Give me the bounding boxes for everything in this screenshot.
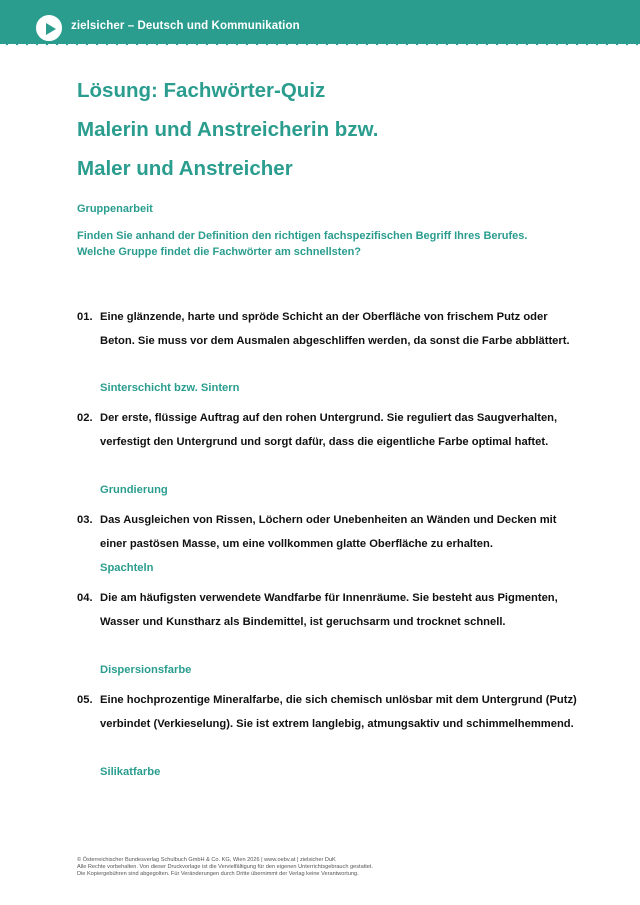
group-work-label: Gruppenarbeit: [77, 203, 153, 215]
answer-text: Spachteln: [100, 562, 154, 574]
answer-text: Sinterschicht bzw. Sintern: [100, 382, 240, 394]
instruction-line-1: Finden Sie anhand der Definition den richtigen fachspezifischen Begriff Ihres Berufes.: [77, 230, 528, 242]
question-number: 05.: [77, 694, 93, 706]
question-text: Der erste, flüssige Auftrag auf den rohen Untergrund. Sie reguliert das Saugverhalten, verfestigt den Untergrund und sorgt dafür, dass die eigentliche Farbe optimal haftet.: [100, 412, 558, 448]
page-title-line-1: Lösung: Fachwörter-Quiz: [77, 79, 326, 102]
footer-line-2: Alle Rechte vorbehalten. Von dieser Druckvorlage ist die Vervielfältigung für den eigenen Unterrichtsgebrauch gestattet.: [77, 864, 374, 870]
question-text: Eine glänzende, harte und spröde Schicht an der Oberfläche von frischem Putz oder Beton. Sie muss vor dem Ausmalen abgeschliffen werden, da sonst die Farbe abblättert.: [100, 311, 570, 347]
question-item: [77, 306, 577, 353]
question-number: 02.: [77, 412, 93, 424]
question-item: [77, 587, 577, 634]
play-icon: [44, 22, 58, 36]
question-item: [77, 407, 577, 454]
question-number: 04.: [77, 592, 93, 604]
question-item: [77, 689, 577, 736]
page-title-line-2: Malerin und Anstreicherin bzw.: [77, 118, 379, 141]
answer-text: Grundierung: [100, 484, 168, 496]
page-title-line-3: Maler und Anstreicher: [77, 157, 293, 180]
answer-text: Dispersionsfarbe: [100, 664, 192, 676]
logo: [36, 15, 62, 41]
question-text: Die am häufigsten verwendete Wandfarbe für Innenräume. Sie besteht aus Pigmenten, Wasser und Kunstharz als Bindemittel, ist geruchsarm und trocknet schnell.: [100, 592, 558, 628]
question-text: Das Ausgleichen von Rissen, Löchern oder Unebenheiten an Wänden und Decken mit einer pastösen Masse, um eine vollkommen glatte Oberfläche zu erhalten.: [100, 514, 557, 550]
question-number: 01.: [77, 311, 93, 323]
question-text: Eine hochprozentige Mineralfarbe, die sich chemisch unlösbar mit dem Untergrund (Putz) verbindet (Verkieselung). Sie ist extrem langlebig, atmungsaktiv und schimmelhemmend.: [100, 694, 577, 730]
footer-line-1: © Österreichischer Bundesverlag Schulbuch GmbH & Co. KG, Wien 2026 | www.oebv.at | zielsicher DuK: [77, 857, 336, 863]
brand-title: zielsicher – Deutsch und Kommunikation: [71, 20, 300, 32]
footer-line-3: Die Kopiergebühren sind abgegolten. Für Veränderungen durch Dritte übernimmt der Verlag keine Verantwortung.: [77, 871, 359, 877]
question-item: [77, 509, 577, 556]
copyright-footer: [77, 857, 577, 878]
answer-text: Silikatfarbe: [100, 766, 161, 778]
question-number: 03.: [77, 514, 93, 526]
header-dotted-edge: [0, 40, 640, 48]
instruction-text: [77, 228, 577, 260]
instruction-line-2: Welche Gruppe findet die Fachwörter am schnellsten?: [77, 246, 362, 258]
